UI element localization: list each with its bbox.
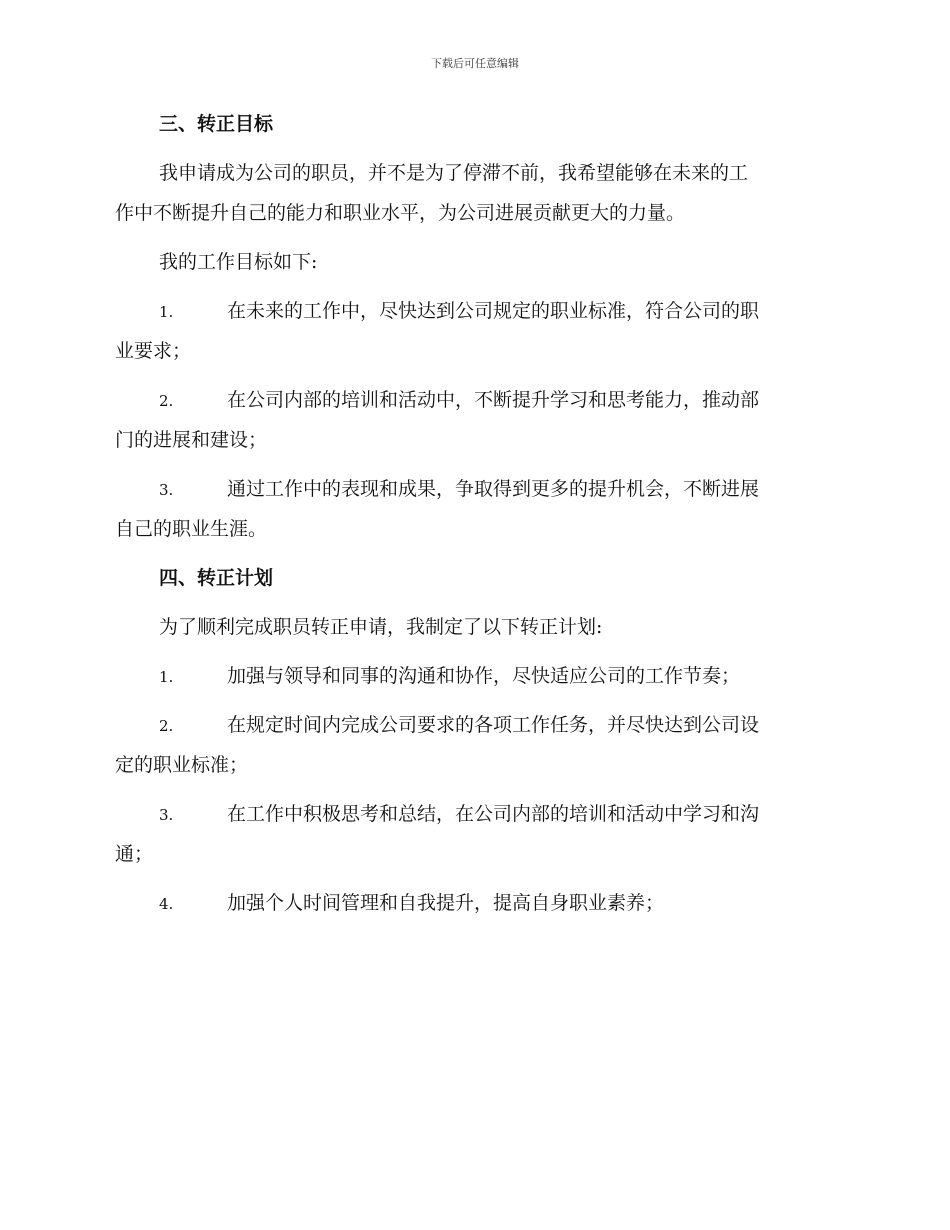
goal-item-text: 在未来的工作中，尽快达到公司规定的职业标准，符合公司的职	[227, 300, 760, 322]
goal-item-text-continued: 门的进展和建设；	[115, 429, 268, 451]
plan-item-text-continued: 通；	[115, 843, 154, 865]
goal-item-1	[115, 291, 835, 371]
goal-item-text: 通过工作中的表现和成果，争取得到更多的提升机会，不断进展	[227, 478, 760, 500]
plan-item-number: 1.	[159, 668, 174, 686]
goals-intro: 我的工作目标如下:	[159, 251, 318, 273]
plan-item-text: 在工作中积极思考和总结，在公司内部的培训和活动中学习和沟	[227, 803, 760, 825]
goals-paragraph-line-2: 作中不断提升自己的能力和职业水平，为公司进展贡献更大的力量。	[115, 202, 686, 224]
plan-item-text: 加强与领导和同事的沟通和协作，尽快适应公司的工作节奏；	[227, 665, 741, 687]
goal-item-2	[115, 380, 835, 460]
plan-item-1	[115, 656, 835, 696]
document-body	[115, 104, 835, 932]
goal-item-number: 3.	[159, 481, 174, 499]
goal-item-number: 2.	[159, 392, 174, 410]
plan-intro: 为了顺利完成职员转正申请，我制定了以下转正计划:	[159, 616, 603, 638]
goals-paragraph	[115, 153, 835, 233]
goal-item-3	[115, 469, 835, 549]
plan-item-4	[115, 883, 835, 923]
page-header: 下载后可任意编辑	[431, 57, 519, 70]
goal-item-text: 在公司内部的培训和活动中，不断提升学习和思考能力，推动部	[227, 389, 760, 411]
plan-item-3	[115, 794, 835, 874]
plan-item-number: 3.	[159, 806, 174, 824]
plan-item-number: 2.	[159, 717, 174, 735]
goal-item-number: 1.	[159, 303, 174, 321]
goals-paragraph-line-1: 我申请成为公司的职员，并不是为了停滞不前，我希望能够在未来的工	[159, 162, 749, 184]
plan-item-text: 加强个人时间管理和自我提升，提高自身职业素养；	[227, 892, 665, 914]
plan-item-2	[115, 705, 835, 785]
goal-item-text-continued: 自己的职业生涯。	[115, 518, 268, 540]
plan-item-text-continued: 定的职业标准；	[115, 754, 249, 776]
plan-item-number: 4.	[159, 895, 174, 913]
section-heading-plan: 四、转正计划	[159, 567, 274, 589]
section-heading-goals: 三、转正目标	[159, 113, 274, 135]
goal-item-text-continued: 业要求；	[115, 340, 192, 362]
plan-item-text: 在规定时间内完成公司要求的各项工作任务，并尽快达到公司设	[227, 714, 760, 736]
